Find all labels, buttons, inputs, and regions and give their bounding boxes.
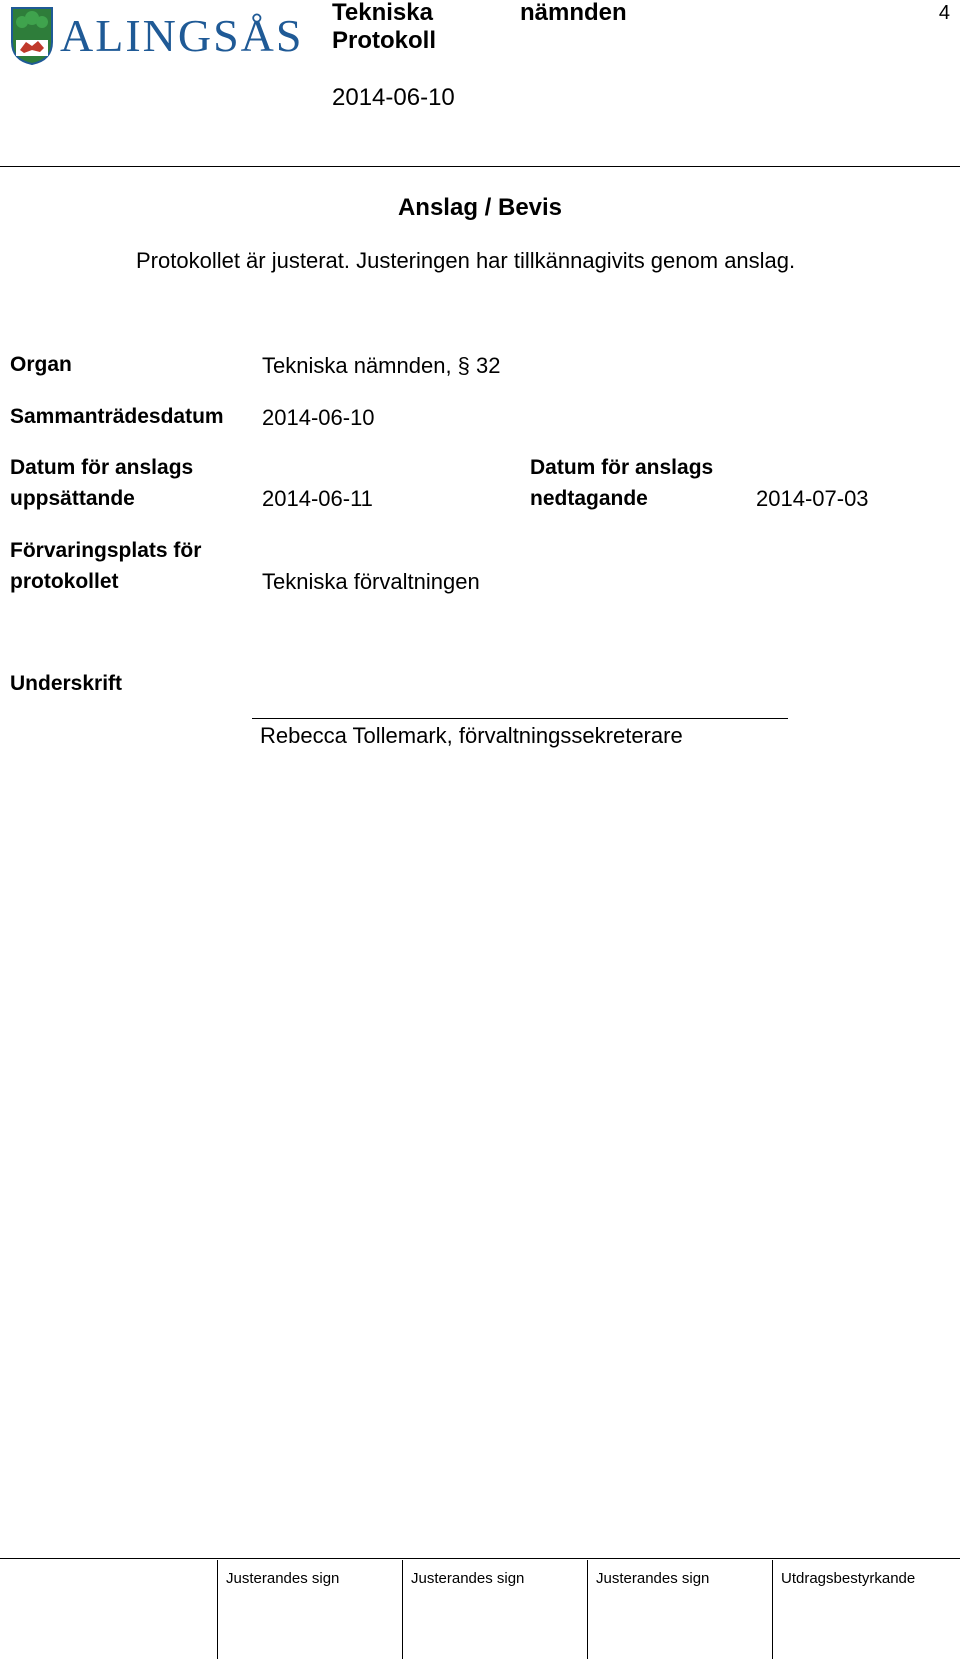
posted-date-value: 2014-06-11 (262, 486, 373, 511)
footer-sign-cell-3: Justerandes sign (587, 1560, 772, 1659)
storage-value: Tekniska förvaltningen (262, 569, 480, 594)
removed-label-line2: nedtagande (530, 487, 648, 510)
footer-divider (0, 1558, 960, 1559)
organ-value: Tekniska nämnden, § 32 (262, 353, 501, 378)
storage-label-line1: Förvaringsplats för (10, 539, 202, 562)
meeting-date-value: 2014-06-10 (262, 405, 375, 430)
header-doc-type: Protokoll (332, 27, 437, 54)
organ-label: Organ (10, 353, 72, 376)
header-title-tekniska: Tekniska (332, 0, 433, 26)
footer-sign-cell-2: Justerandes sign (402, 1560, 587, 1659)
removed-date-value: 2014-07-03 (756, 486, 869, 511)
signer-name: Rebecca Tollemark, förvaltningssekreterare (260, 723, 683, 748)
section-heading: Anslag / Bevis (397, 194, 563, 221)
footer-certification-cell: Utdragsbestyrkande (772, 1560, 960, 1659)
removed-label-line1: Datum för anslags (530, 456, 714, 479)
page-number: 4 (938, 2, 950, 24)
signature-line (252, 718, 788, 719)
posted-label-line2: uppsättande (10, 487, 135, 510)
intro-text: Protokollet är justerat. Justeringen har tillkännagivits genom anslag. (136, 248, 796, 273)
header-title-namnden: nämnden (520, 0, 627, 26)
header-date: 2014-06-10 (332, 84, 455, 111)
posted-label-line1: Datum för anslags (10, 456, 194, 479)
footer-sign-cell-1: Justerandes sign (217, 1560, 402, 1659)
signature-label: Underskrift (10, 672, 123, 695)
coat-of-arms-icon (10, 6, 54, 66)
header-divider (0, 166, 960, 167)
storage-label-line2: protokollet (10, 570, 119, 593)
meeting-date-label: Sammanträdesdatum (10, 405, 224, 428)
logo-wordmark: ALINGSÅS (60, 10, 304, 61)
